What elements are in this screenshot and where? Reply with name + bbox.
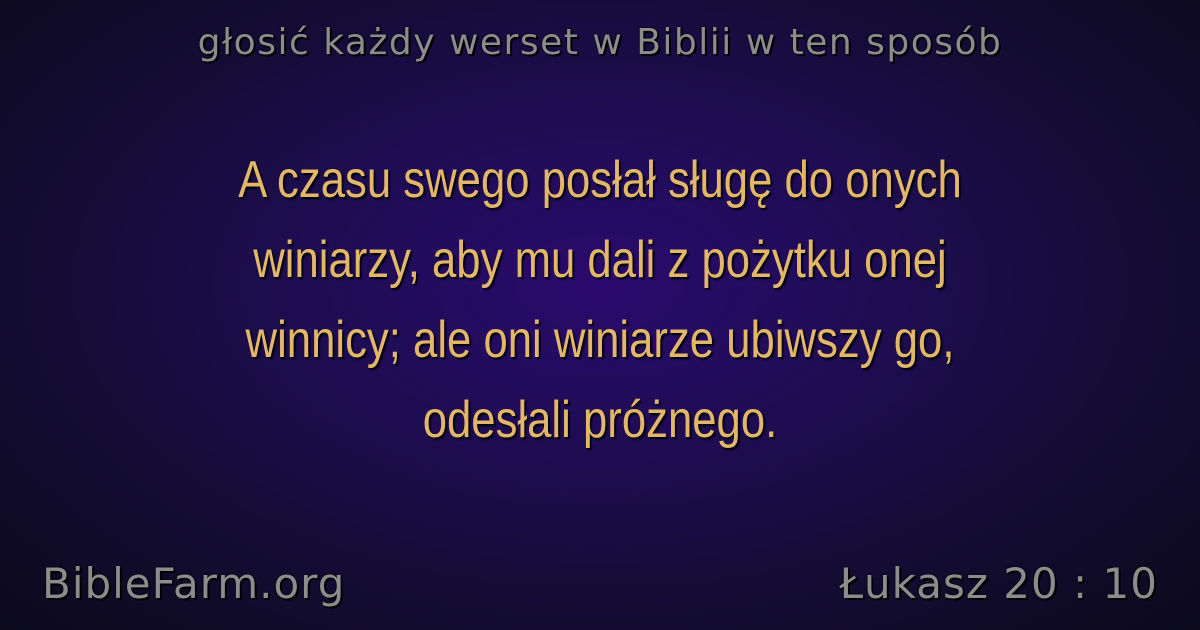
site-name: BibleFarm.org	[42, 559, 346, 608]
verse-reference: Łukasz 20 : 10	[839, 559, 1158, 608]
top-caption: głosić każdy werset w Biblii w ten sposób	[197, 22, 1003, 63]
verse-text: A czasu swego posłał sługę do onych winiarzy, aby mu dali z pożytku onej winnicy; ale oni winiarze ubiwszy go, odesłali próżnego.	[238, 151, 962, 449]
